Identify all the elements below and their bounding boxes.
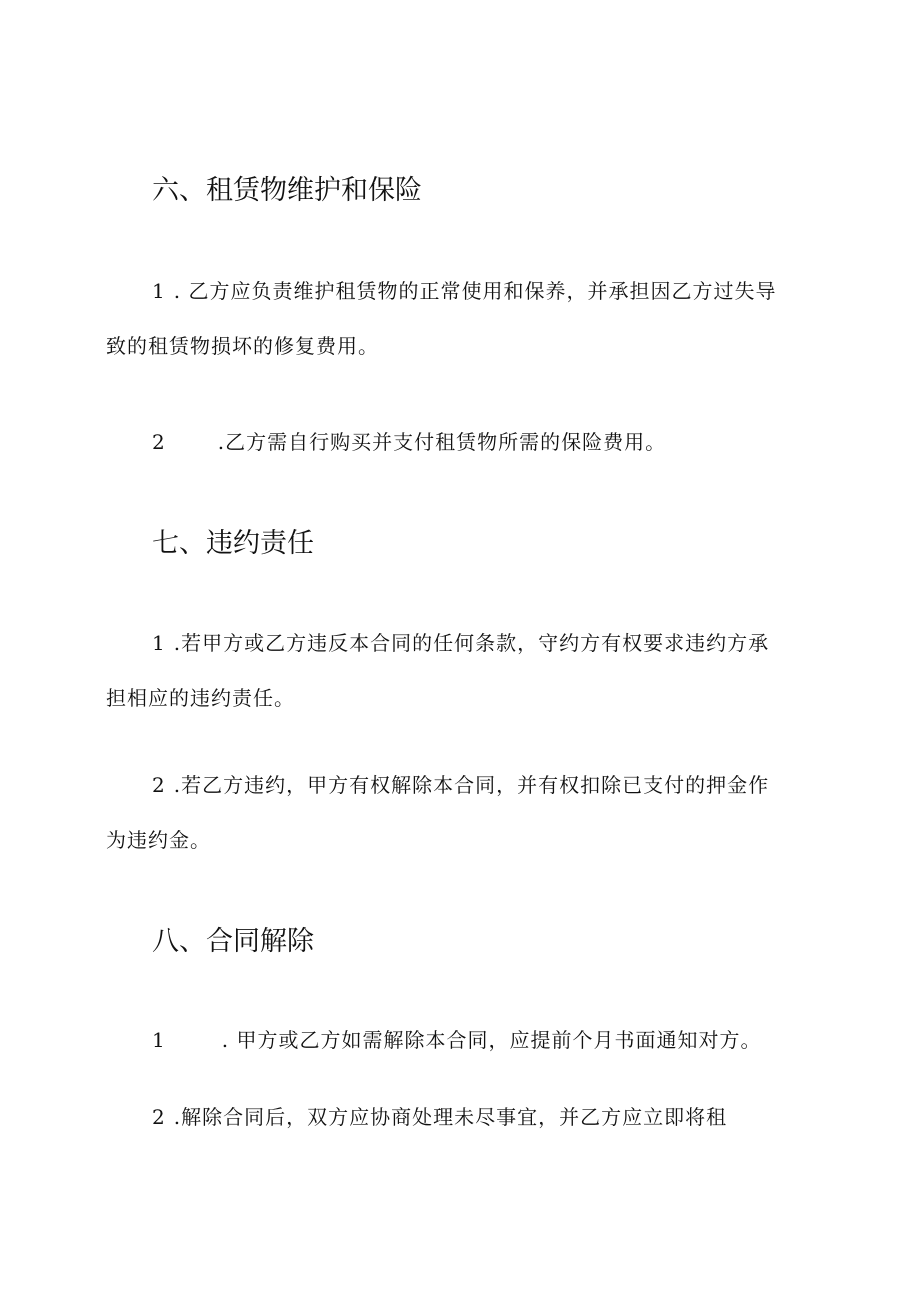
clause-number: 1: [152, 1028, 166, 1052]
clause-7-1: [106, 616, 806, 726]
clause-line: 为违约金。: [106, 828, 211, 852]
clause-number: 2: [152, 1105, 166, 1129]
clause-line: [106, 758, 806, 813]
clause-line: [106, 1013, 806, 1068]
clause-text: .乙方需自行购买并支付租赁物所需的保险费用。: [217, 430, 667, 454]
clause-text: . 乙方应负责维护租赁物的正常使用和保养，并承担因乙方过失导: [173, 279, 777, 303]
clause-7-2: [106, 758, 806, 868]
section-heading-8: 八、合同解除: [152, 926, 314, 957]
clause-number: 2: [152, 773, 166, 797]
clause-8-1: [106, 1013, 806, 1068]
clause-8-2: [106, 1090, 806, 1145]
clause-text: .若乙方违约，甲方有权解除本合同，并有权扣除已支付的押金作: [173, 773, 770, 797]
clause-line: [106, 616, 806, 671]
clause-number: 2: [152, 430, 166, 454]
clause-number: 1: [152, 279, 166, 303]
clause-number: 1: [152, 631, 166, 655]
section-heading-7: 七、违约责任: [152, 528, 314, 559]
clause-line: 致的租赁物损坏的修复费用。: [106, 334, 379, 358]
clause-text: .若甲方或乙方违反本合同的任何条款，守约方有权要求违约方承: [173, 631, 770, 655]
clause-line: 担相应的违约责任。: [106, 686, 295, 710]
clause-6-2: [106, 415, 806, 470]
clause-text: .解除合同后，双方应协商处理未尽事宜，并乙方应立即将租: [173, 1105, 728, 1129]
clause-text: . 甲方或乙方如需解除本合同，应提前个月书面通知对方。: [221, 1028, 762, 1052]
clause-line: [106, 415, 806, 470]
clause-line: [106, 264, 806, 319]
clause-line: [106, 1090, 806, 1145]
section-heading-6: 六、租赁物维护和保险: [152, 175, 422, 206]
clause-6-1: [106, 264, 806, 374]
